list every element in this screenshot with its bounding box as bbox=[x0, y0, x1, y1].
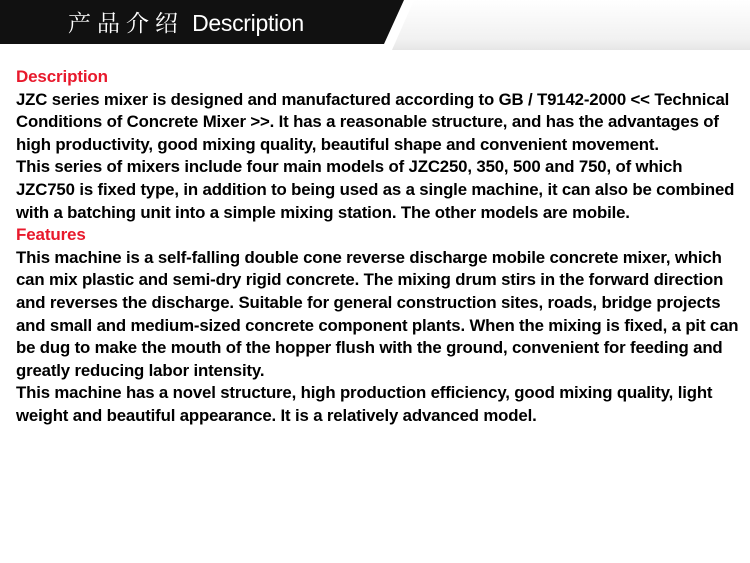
section-banner bbox=[0, 0, 750, 50]
section-title-en: Description bbox=[192, 10, 304, 36]
section-title bbox=[68, 8, 304, 38]
description-heading: Description bbox=[16, 67, 108, 86]
features-heading: Features bbox=[16, 225, 86, 245]
section-title-cn: 产品介绍 bbox=[68, 11, 184, 37]
product-description bbox=[16, 66, 742, 428]
description-paragraph-1: JZC series mixer is designed and manufactured according to GB / T9142-2000 << Technical Conditions of Concrete Mixer >>. It has a reasonable structure, and has the advantages of high productivity, good mixing quality, beautiful shape and convenient movement. bbox=[16, 89, 730, 154]
features-paragraph-2: This machine has a novel structure, high production efficiency, good mixing quality, light weight and beautiful appearance. It is a relatively advanced model. bbox=[16, 383, 713, 425]
features-paragraph-1: This machine is a self-falling double cone reverse discharge mobile concrete mixer, which can mix plastic and semi-dry rigid concrete. The mixing drum stirs in the forward direction and reverses the discharge. Suitable for general construction sites, roads, bridge projects and small and medium-sized concrete component plants. When the mixing is fixed, a pit can be dug to make the mouth of the hopper flush with the ground, convenient for feeding and greatly reducing labor intensity. bbox=[16, 247, 739, 380]
banner-light-band bbox=[392, 0, 750, 50]
description-paragraph-2: This series of mixers include four main models of JZC250, 350, 500 and 750, of which JZC750 is fixed type, in addition to being used as a single machine, it can also be combined with a batching unit into a simple mixing station. The other models are mobile. bbox=[16, 157, 735, 222]
